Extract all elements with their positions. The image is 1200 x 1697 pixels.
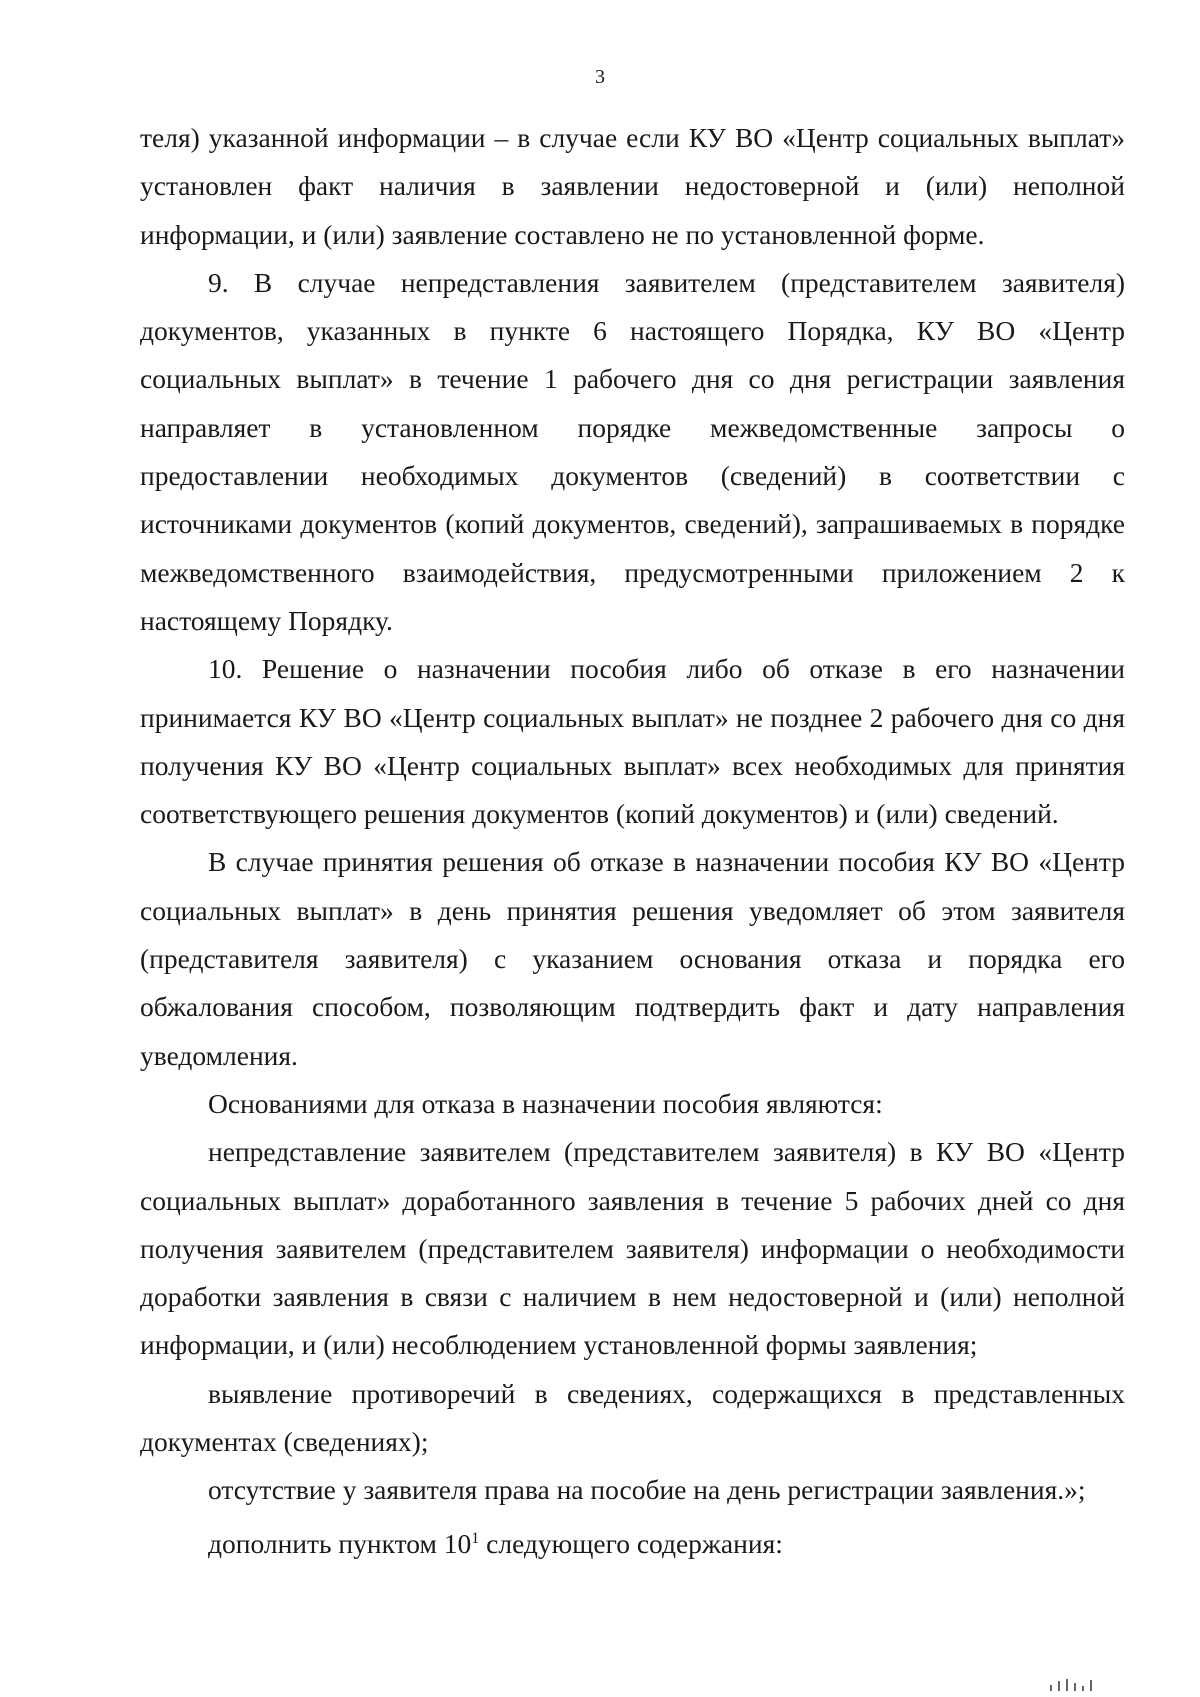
supplement-superscript: 1 <box>471 1529 480 1547</box>
paragraph-continuation: теля) указанной информации – в случае если КУ ВО «Центр социальных выплат» установлен факт наличия в заявлении недостоверной и (или) неполной информации, и (или) заявление составлено не по установленной форме. <box>140 122 1125 250</box>
page-number: 3 <box>595 66 605 88</box>
paragraph-refusal-grounds-intro: Основаниями для отказа в назначении пособия являются: <box>208 1087 883 1119</box>
paragraph-ground-1: непредставление заявителем (представителем заявителя) в КУ ВО «Центр социальных выплат» доработанного заявления в течение 5 рабочих дней со дня получения заявителем (представителем заявителя) информации о необходимости доработки заявления в связи с наличием в нем недостоверной и (или) неполной информации, и (или) несоблюдением установленной формы заявления; <box>140 1136 1125 1361</box>
paragraph-ground-3: отсутствие у заявителя права на пособие на день регистрации заявления.»; <box>208 1474 1086 1506</box>
paragraph-ground-2: выявление противоречий в сведениях, содержащихся в представленных документах (сведениях); <box>140 1377 1125 1458</box>
paragraph-supplement-instruction <box>140 1515 1125 1568</box>
paragraph-item-10: 10. Решение о назначении пособия либо об отказе в его назначении принимается КУ ВО «Центр социальных выплат» не позднее 2 рабочего дня со дня получения КУ ВО «Центр социальных выплат» всех необходимых для принятия соответствующего решения документов (копий документов) и (или) сведений. <box>140 653 1125 830</box>
supplement-text-before: дополнить пунктом 10 <box>208 1527 472 1559</box>
paragraph-refusal-notice: В случае принятия решения об отказе в назначении пособия КУ ВО «Центр социальных выплат» в день принятия решения уведомляет об этом заявителя (представителя заявителя) с указанием основания отказа и порядка его обжалования способом, позволяющим подтвердить факт и дату направления уведомления. <box>140 846 1125 1071</box>
supplement-text-after: следующего содержания: <box>479 1527 783 1559</box>
document-body <box>140 114 1125 1568</box>
paragraph-item-9: 9. В случае непредставления заявителем (представителем заявителя) документов, указанных в пункте 6 настоящего Порядка, КУ ВО «Центр социальных выплат» в течение 1 рабочего дня со дня регистрации заявления направляет в установленном порядке межведомственные запросы о предоставлении необходимых документов (сведений) в соответствии с источниками документов (копий документов, сведений), запрашиваемых в порядке межведомственного взаимодействия, предусмотренными приложением 2 к настоящему Порядку. <box>140 266 1125 636</box>
scan-artifact <box>1050 1679 1160 1691</box>
